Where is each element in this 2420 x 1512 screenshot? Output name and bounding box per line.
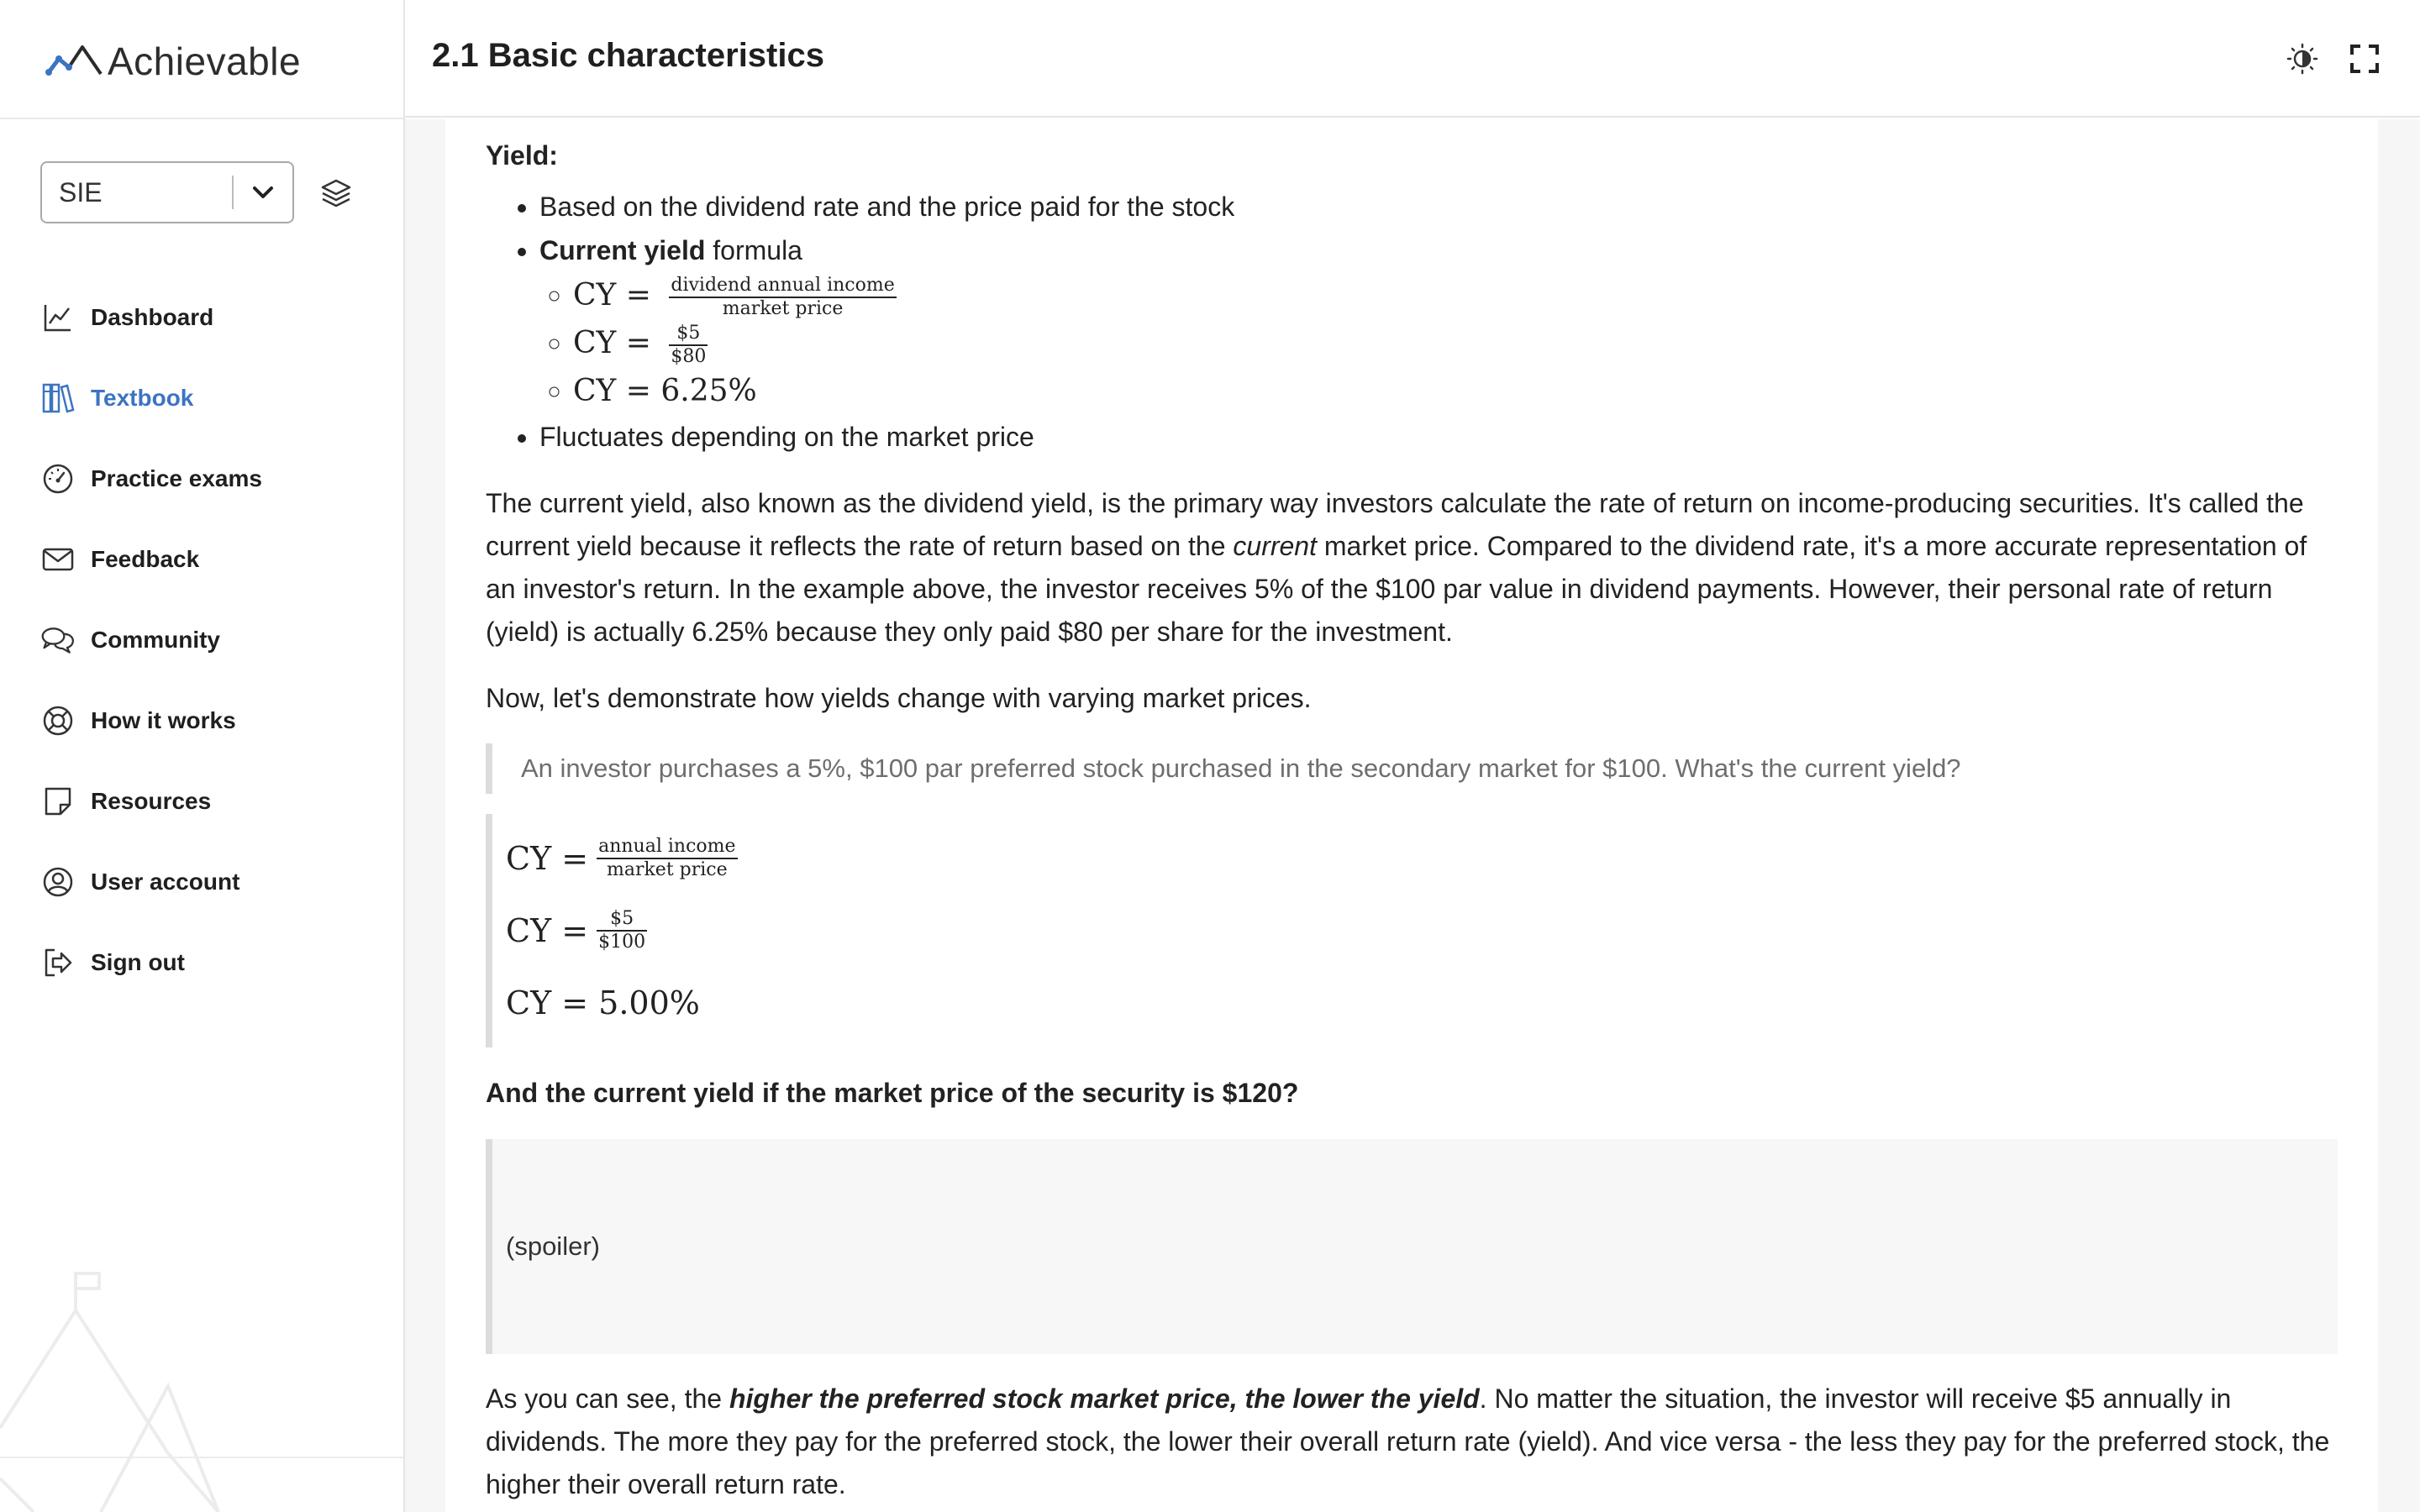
chevron-down-icon[interactable] (234, 185, 292, 200)
top-bar-actions (2284, 40, 2383, 77)
formula-lhs: CY = (573, 326, 651, 360)
sidebar-item-dashboard[interactable] (40, 277, 393, 358)
logo[interactable] (45, 34, 301, 89)
sidebar-nav (40, 277, 393, 1003)
list-item (539, 228, 2338, 415)
envelope-icon (40, 542, 76, 577)
sidebar (0, 0, 405, 1512)
bullet-text: Based on the dividend rate and the price paid for the stock (539, 192, 1235, 222)
formula-list (539, 272, 2338, 415)
sign-out-icon (40, 945, 76, 980)
formula-item (573, 272, 2338, 320)
fraction-numerator: $5 (597, 908, 647, 932)
paragraph-emphasis: current (1233, 531, 1317, 561)
spoiler-block[interactable] (486, 1139, 2338, 1354)
paragraph-demonstrate: Now, let's demonstrate how yields change with varying market prices. (486, 683, 1312, 713)
note-icon (40, 784, 76, 819)
sidebar-item-label: Textbook (91, 385, 194, 411)
sidebar-item-label: Sign out (91, 949, 185, 975)
logo-mountain-icon (45, 40, 104, 82)
math-line (506, 895, 2338, 967)
sidebar-item-label: Practice exams (91, 465, 262, 491)
sidebar-item-label: How it works (91, 707, 236, 733)
math-line (506, 822, 2338, 895)
fraction (597, 908, 647, 953)
sidebar-item-label: Feedback (91, 546, 200, 572)
lifebuoy-icon (40, 703, 76, 738)
sidebar-item-how-it-works[interactable] (40, 680, 393, 761)
sidebar-item-label: Dashboard (91, 304, 214, 330)
spoiler-label: (spoiler) (506, 1231, 600, 1261)
fraction-denominator: market price (606, 859, 728, 880)
example-question-quote: An investor purchases a 5%, $100 par preferred stock purchased in the secondary market for $100. What's the current yield? (486, 743, 2338, 794)
sidebar-item-label: Resources (91, 788, 212, 814)
paragraph-text: As you can see, the (486, 1383, 729, 1414)
sidebar-item-feedback[interactable] (40, 519, 393, 600)
chat-bubbles-icon (40, 622, 76, 658)
yield-bullet-list (486, 185, 2338, 459)
fullscreen-icon[interactable] (2346, 40, 2383, 77)
math-solution-block (486, 814, 2338, 1047)
math-line (506, 967, 2338, 1039)
sidebar-item-practice-exams[interactable] (40, 438, 393, 519)
fraction-numerator: $5 (669, 323, 708, 346)
paragraph-text: The current yield, also known as the dividend yield, is the primary way investors calculate the rate of return on income-producing securities. It's called the current yield because it reflects the rate of return based on the (486, 488, 2304, 561)
paragraph-conclusion (486, 1378, 2338, 1506)
sidebar-divider (0, 118, 403, 119)
formula-result: CY = 6.25% (573, 374, 757, 408)
question-heading: And the current yield if the market price of the security is $120? (486, 1078, 1299, 1108)
fraction (669, 323, 708, 368)
sidebar-item-label: User account (91, 869, 240, 895)
paragraph-text: . No matter the situation, the investor will receive $5 annually in dividends. The more they pay for the preferred stock, the lower their overall return rate (yield). And vice versa - the less they pay for the preferred stock, the higher their overall return rate. (486, 1383, 2330, 1499)
paragraph-text: market price. Compared to the dividend rate, it's a more accurate representation of an investor's return. In the example above, the investor receives 5% of the $100 par value in dividend payments. However, their personal rate of return (yield) is actually 6.25% because they only paid $80 per share for the investment. (486, 531, 2307, 647)
bullet-text: formula (705, 235, 802, 265)
formula-lhs: CY = (506, 912, 589, 949)
sidebar-item-community[interactable] (40, 600, 393, 680)
bullet-bold-text: Current yield (539, 235, 706, 265)
sidebar-item-resources[interactable] (40, 761, 393, 842)
course-select[interactable] (40, 161, 294, 223)
logo-text: Achievable (108, 39, 302, 83)
formula-item (573, 320, 2338, 368)
list-item (539, 185, 2338, 228)
list-item (539, 415, 2338, 459)
formula-item (573, 368, 2338, 415)
formula-lhs: CY = (573, 278, 651, 312)
sidebar-item-label: Community (91, 627, 220, 653)
sidebar-footer-divider (0, 1457, 403, 1458)
sidebar-item-sign-out[interactable] (40, 922, 393, 1003)
formula-lhs: CY = (506, 840, 589, 877)
fraction-denominator: $100 (598, 932, 646, 953)
chart-line-icon (40, 300, 76, 335)
page-title: 2.1 Basic characteristics (432, 37, 824, 74)
fraction (669, 275, 896, 320)
yield-heading: Yield: (486, 140, 558, 171)
textbook-content (445, 119, 2378, 1512)
gauge-icon (40, 461, 76, 496)
user-circle-icon (40, 864, 76, 900)
fraction-denominator: $80 (671, 346, 707, 367)
sidebar-item-textbook[interactable] (40, 358, 393, 438)
paragraph-emphasis: higher the preferred stock market price, the lower the yield (729, 1383, 1480, 1414)
fraction-denominator: market price (722, 298, 844, 319)
theme-toggle-icon[interactable] (2284, 40, 2321, 77)
bullet-text: Fluctuates depending on the market price (539, 422, 1034, 452)
top-bar (405, 0, 2420, 118)
paragraph-current-yield (486, 482, 2338, 654)
fraction-numerator: annual income (597, 836, 737, 859)
mountain-illustration-icon (0, 1260, 403, 1512)
layers-icon[interactable] (318, 175, 355, 212)
fraction-numerator: dividend annual income (669, 275, 896, 298)
sidebar-item-user-account[interactable] (40, 842, 393, 922)
course-select-value: SIE (59, 176, 103, 207)
books-icon (40, 381, 76, 416)
formula-result: CY = 5.00% (506, 984, 700, 1021)
fraction (597, 836, 737, 881)
